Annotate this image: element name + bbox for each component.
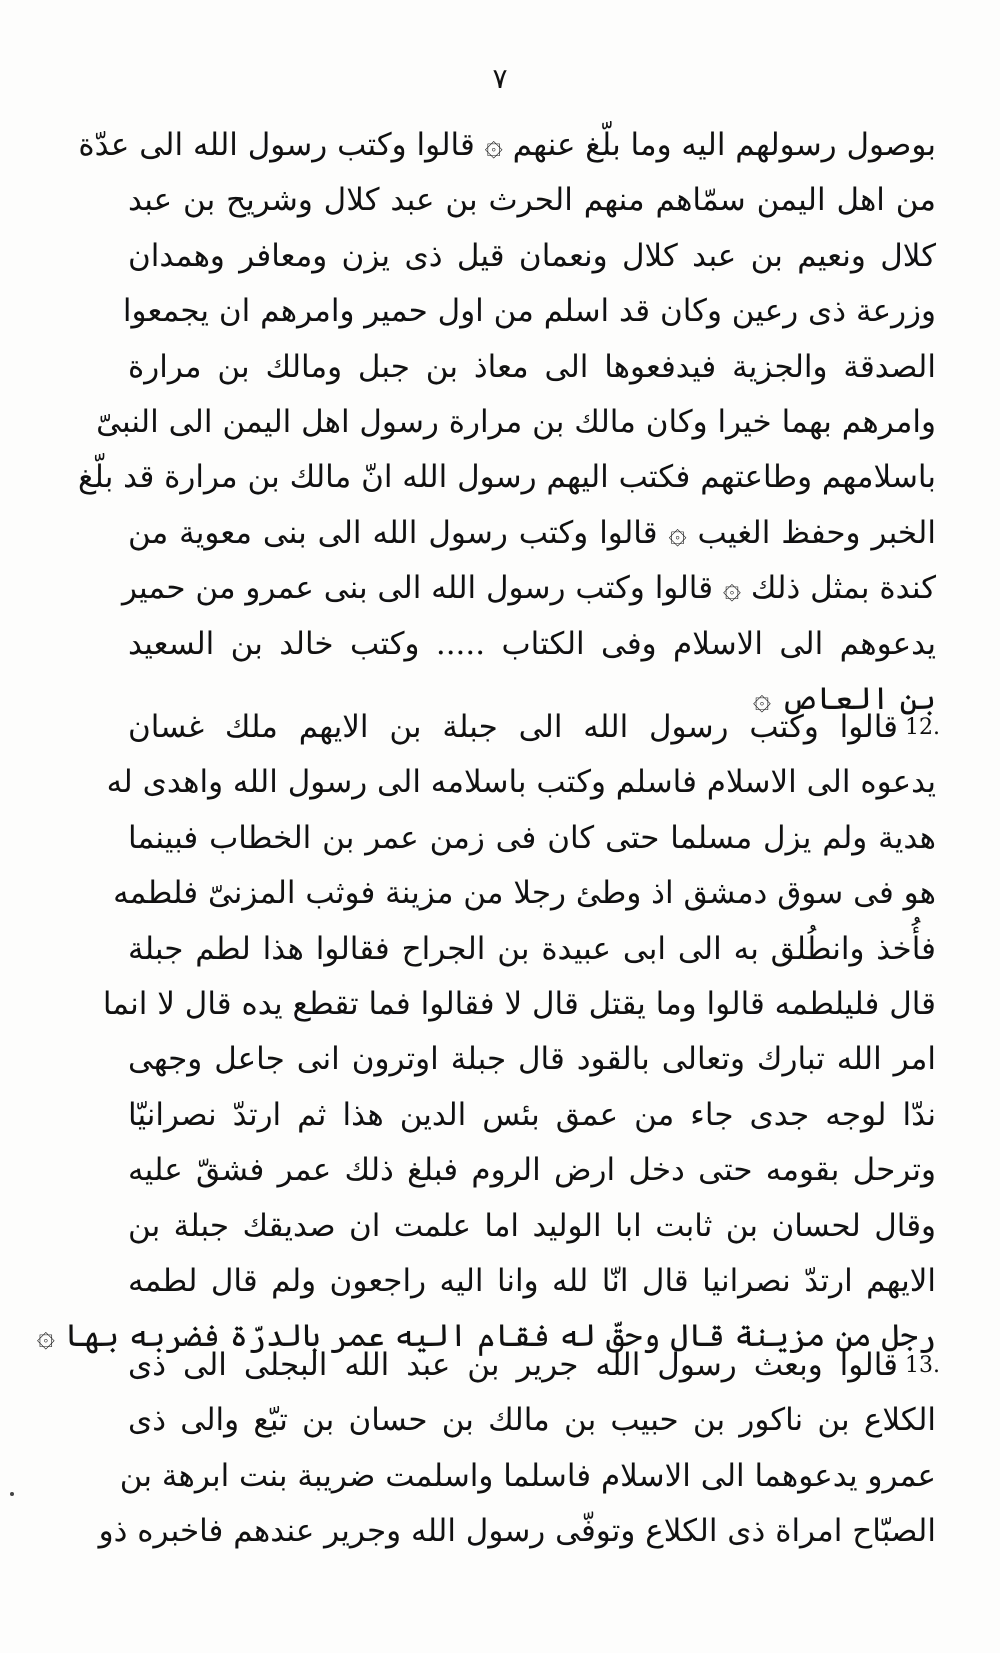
- text-line: باسلامهم وطاعتهم فكتب اليهم رسول الله انّ مالك بن مرارة قد بلّغ: [77, 459, 936, 496]
- text-line: هدية ولم يزل مسلما حتى كان فى زمن عمر بن الخطاب فبينما: [128, 819, 936, 856]
- text-line: قالوا وكتب رسول الله الى جبلة بن الايهم ملك غسان: [128, 709, 898, 745]
- text-line: من اهل اليمن سمّاهم منهم الحرث بن عبد كلال وشريح بن عبد: [128, 182, 936, 219]
- text-line: كندة بمثل ذلك ۞ قالوا وكتب رسول الله الى بنى عمرو من حمير: [121, 570, 936, 607]
- text-line: الصدقة والجزية فيدفعوها الى معاذ بن جبل ومالك بن مرارة: [128, 348, 936, 385]
- text-line: امر الله تبارك وتعالى بالقود قال جبلة اوترون انى جاعل وجهى: [128, 1041, 936, 1078]
- page-speck: [10, 1492, 14, 1496]
- text-line: وقال لحسان بن ثابت ابا الوليد اما علمت ان صديقك جبلة بن: [128, 1207, 936, 1244]
- text-line: كلال ونعيم بن عبد كلال ونعمان قيل ذى يزن ومعافر وهمدان: [128, 237, 936, 274]
- text-block-2: [36, 700, 936, 1365]
- text-block-1: [77, 118, 936, 727]
- text-line: ندّا لوجه جدى جاء من عمق بئس الدين هذا ثم ارتدّ نصرانيّا: [128, 1096, 936, 1133]
- text-line: يدعوه الى الاسلام فاسلم وكتب باسلامه الى رسول الله واهدى له: [106, 764, 936, 801]
- text-line: الكلاع بن ناكور بن حبيب بن مالك بن حسان بن تبّع والى ذى: [128, 1402, 936, 1439]
- text-line: بن العاص ۞: [752, 680, 936, 717]
- text-line: الايهم ارتدّ نصرانيا قال انّا لله وانا اليه راجعون ولم قال لطمه: [128, 1262, 936, 1299]
- text-line: عمرو يدعوهما الى الاسلام فاسلما واسلمت ضريبة بنت ابرهة بن: [119, 1457, 936, 1494]
- paragraph-number: 12.: [905, 715, 940, 740]
- text-line: وزرعة ذى رعين وكان قد اسلم من اول حمير وامرهم ان يجمعوا: [122, 293, 936, 330]
- text-block-3: [98, 1338, 936, 1560]
- text-line: الخبر وحفظ الغيب ۞ قالوا وكتب رسول الله الى بنى معوية من: [128, 514, 936, 551]
- text-line: يدعوهم الى الاسلام وفى الكتاب ..... وكتب خالد بن السعيد: [128, 625, 936, 662]
- text-line: هو فى سوق دمشق اذ وطئ رجلا من مزينة فوثب المزنىّ فلطمه: [113, 875, 936, 912]
- paragraph-number: 13.: [905, 1353, 940, 1378]
- text-line: قالوا وبعث رسول الله جرير بن عبد الله البجلى الى ذى: [128, 1347, 898, 1383]
- text-line: قال فليلطمه قالوا وما يقتل قال لا فقالوا فما تقطع يده قال لا انما: [102, 985, 936, 1022]
- text-line: وامرهم بهما خيرا وكان مالك بن مرارة رسول اهل اليمن الى النبىّ: [96, 403, 936, 440]
- text-line: الصبّاح امراة ذى الكلاع وتوفّى رسول الله وجرير عندهم فاخبره ذو: [98, 1513, 936, 1550]
- text-line: بوصول رسولهم اليه وما بلّغ عنهم ۞ قالوا وكتب رسول الله الى عدّة: [78, 127, 936, 163]
- text-line: وترحل بقومه حتى دخل ارض الروم فبلغ ذلك عمر فشقّ عليه: [128, 1152, 936, 1189]
- text-line: رجل من مزينة قال وحقّ له فقام اليه عمر بالدرّة فضربه بها ۞: [36, 1318, 936, 1355]
- text-line: فأُخذ وانطُلق به الى ابى عبيدة بن الجراح فقالوا هذا لطم جبلة: [128, 930, 936, 967]
- page-number: ٧: [492, 62, 508, 95]
